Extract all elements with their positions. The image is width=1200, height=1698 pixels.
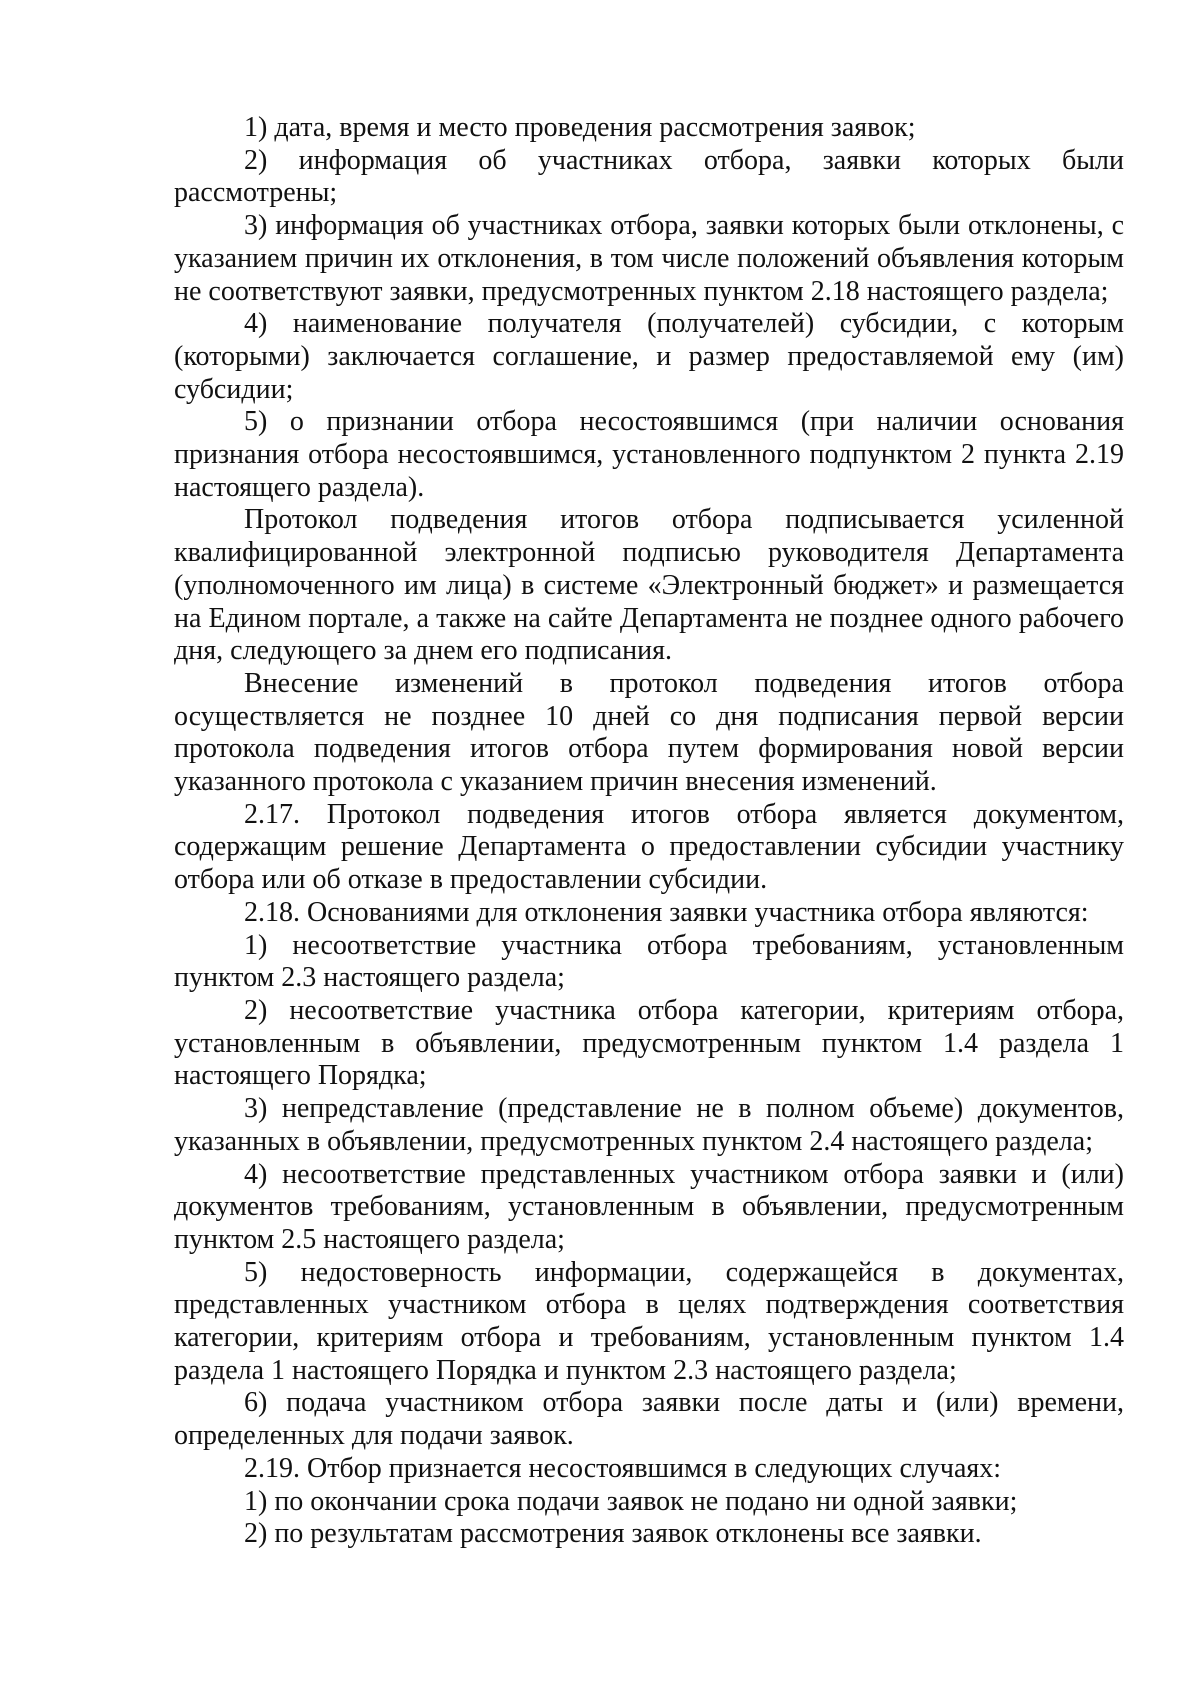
paragraph-item-2: 2) информация об участниках отбора, заявки которых были рассмотрены; [174,144,1124,209]
paragraph-2-18-item-2: 2) несоответствие участника отбора категории, критериям отбора, установленным в объявлении, предусмотренным пунктом 1.4 раздела 1 настоящего Порядка; [174,994,1124,1092]
paragraph-item-4: 4) наименование получателя (получателей) субсидии, с которым (которыми) заключается соглашение, и размер предоставляемой ему (им) субсидии; [174,308,1124,405]
paragraph-section-2-18: 2.18. Основаниями для отклонения заявки участника отбора являются: [244,896,1089,928]
document-body [174,112,1124,1551]
paragraph-2-18-item-5: 5) недостоверность информации, содержащейся в документах, представленных участником отбора в целях подтверждения соответствия категории, критериям отбора и требованиям, установленным пунктом 1.4 раздела 1 настоящего Порядка и пунктом 2.3 настоящего раздела; [174,1256,1124,1386]
paragraph-2-18-item-6: 6) подача участником отбора заявки после даты и (или) времени, определенных для подачи заявок. [174,1387,1124,1452]
paragraph-2-19-item-1: 1) по окончании срока подачи заявок не подано ни одной заявки; [244,1485,1018,1517]
paragraph-2-18-item-3: 3) непредставление (представление не в полном объеме) документов, указанных в объявлении, предусмотренных пунктом 2.4 настоящего раздела; [174,1093,1124,1157]
paragraph-item-3: 3) информация об участниках отбора, заявки которых были отклонены, с указанием причин их отклонения, в том числе положений объявления которым не соответствуют заявки, предусмотренных пунктом 2.18 настоящего раздела; [174,210,1124,307]
paragraph-item-5: 5) о признании отбора несостоявшимся (при наличии основания признания отбора несостоявшимся, установленного подпунктом 2 пункта 2.19 настоящего раздела). [174,406,1124,503]
paragraph-protocol-signing: Протокол подведения итогов отбора подписывается усиленной квалифицированной электронной подписью руководителя Департамента (уполномоченного им лица) в системе «Электронный бюджет» и размещается на Едином портале, а также на сайте Департамента не позднее одного рабочего дня, следующего за днем его подписания. [174,504,1124,667]
paragraph-2-18-item-4: 4) несоответствие представленных участником отбора заявки и (или) документов требованиям, установленным в объявлении, предусмотренным пунктом 2.5 настоящего раздела; [174,1158,1124,1255]
paragraph-2-19-item-2: 2) по результатам рассмотрения заявок отклонены все заявки. [244,1518,982,1550]
paragraph-section-2-19: 2.19. Отбор признается несостоявшимся в следующих случаях: [244,1452,1002,1484]
paragraph-protocol-changes: Внесение изменений в протокол подведения итогов отбора осуществляется не позднее 10 дней со дня подписания первой версии протокола подведения итогов отбора путем формирования новой версии указанного протокола с указанием причин внесения изменений. [174,667,1124,798]
paragraph-item-1: 1) дата, время и место проведения рассмотрения заявок; [244,112,916,143]
paragraph-2-18-item-1: 1) несоответствие участника отбора требованиям, установленным пунктом 2.3 настоящего раздела; [174,929,1124,994]
paragraph-section-2-17: 2.17. Протокол подведения итогов отбора является документом, содержащим решение Департамента о предоставлении субсидии участнику отбора или об отказе в предоставлении субсидии. [174,798,1124,896]
